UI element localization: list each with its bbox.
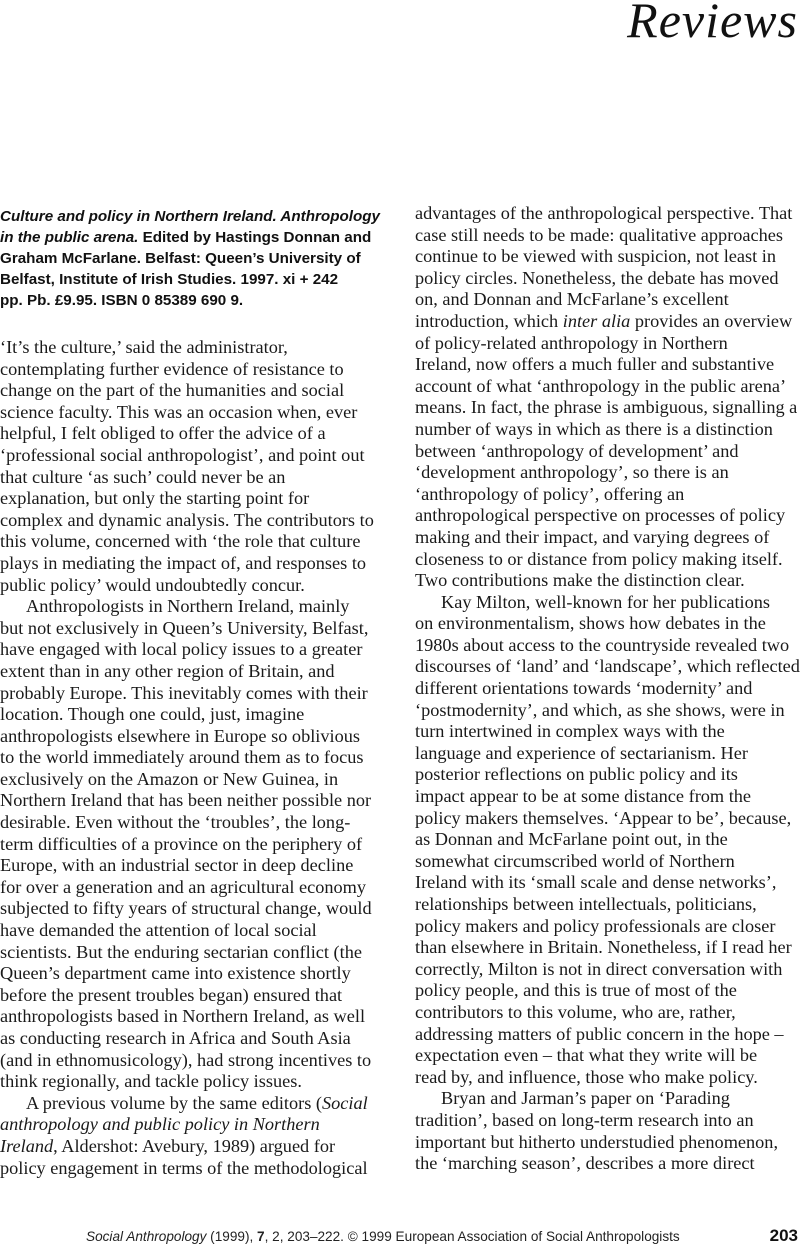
text-line: (and in ethnomusicology), had strong incentives to [0,1049,372,1070]
text-line: Kay Milton, well-known for her publications [441,591,770,612]
text-line [0,1136,400,1158]
text-line: number of ways in which as there is a distinction [415,418,773,439]
text-line: somewhat circumscribed world of Northern [415,850,735,871]
italic-span: inter alia [562,310,631,331]
text-line: policy circles. Nonetheless, the debate has moved [415,267,779,288]
footer-issue-pages: , 2, 203–222. [264,1229,348,1244]
text-line: Northern Ireland that has been neither possible nor [0,790,372,811]
text-line: on, and Donnan and McFarlane’s excellent [415,289,729,310]
paragraph-1 [0,337,400,596]
paragraph-4 [415,592,800,1089]
book-title-line-1: Culture and policy in Northern Ireland. Anthropology [0,208,380,225]
text-line [0,1093,400,1115]
text-line: language and experience of sectarianism. Her [415,742,748,763]
text-line: impact appear to be at some distance from the [415,786,752,807]
text-line: anthropologists based in Northern Ireland, as well [0,1006,366,1027]
text-line: subjected to fifty years of structural change, would [0,898,372,919]
book-title-line-2: in the public arena. [0,229,139,246]
text-line: have demanded the attention of local social [0,920,317,941]
text-line: important but hitherto understudied phenomenon, [415,1131,779,1152]
text-line: anthropological perspective on processes of policy [415,505,786,526]
book-details-line: Graham McFarlane. Belfast: Queen’s University of [0,250,361,267]
paragraph-3 [0,1093,400,1179]
text-line: as conducting research in Africa and South Asia [0,1028,351,1048]
text-line: Ireland, now offers a much fuller and substantive [415,354,775,375]
text-line: probably Europe. This inevitably comes with their [0,682,368,703]
footer-year: (1999), [206,1229,258,1244]
text-line: term difficulties of a province on the periphery of [0,833,363,854]
text-line: contemplating further evidence of resistance to [0,358,344,379]
text-line [415,311,800,333]
text-line: desirable. Even without the ‘troubles’, the long- [0,812,351,833]
text-line: Two contributions make the distinction clear. [415,570,745,591]
text-line: closeness to or distance from policy making itself. [415,548,783,569]
text-line: exclusively on the Amazon or New Guinea, in [0,768,339,789]
book-editors-lead: Edited by Hastings Donnan and [138,229,372,246]
text-span: , Aldershot: Avebury, 1989) argued for [53,1135,336,1156]
text-line: Anthropologists in Northern Ireland, mainly [26,596,350,617]
text-line: policy people, and this is true of most of the [415,980,737,1001]
text-span: provides an overview [630,310,793,331]
text-line: policy engagement in terms of the methodological [0,1157,368,1178]
text-line: on environmentalism, shows how debates in the [415,613,766,634]
text-line: means. In fact, the phrase is ambiguous, signalling a [415,397,798,418]
text-line: account of what ‘anthropology in the public arena’ [415,375,787,396]
journal-name: Social Anthropology [86,1229,207,1244]
right-column [415,203,800,1175]
text-line: of policy-related anthropology in Northern [415,332,728,353]
page-number: 203 [769,1226,798,1245]
text-span: A previous volume by the same editors ( [26,1092,322,1113]
text-line: Europe, with an industrial sector in deep decline [0,855,354,876]
text-line: as Donnan and McFarlane point out, in the [415,829,728,850]
text-line: to the world immediately around them as to focus [0,747,364,768]
text-line: different orientations towards ‘modernity’ and [415,678,753,699]
text-line: anthropologists elsewhere in Europe so oblivious [0,725,360,746]
text-line: ‘postmodernity’, and which, as she shows, were in [415,699,785,720]
text-line: plays in mediating the impact of, and responses to [0,552,367,573]
text-line: continue to be viewed with suspicion, not least in [415,246,776,267]
text-line: location. Though one could, just, imagine [0,704,305,725]
footer-volume: 7 [257,1229,265,1244]
text-line: advantages of the anthropological perspective. That [415,203,793,223]
text-line: ‘It’s the culture,’ said the administrator, [0,337,288,357]
text-line: tradition’, based on long-term research into an [415,1109,754,1130]
text-line: contributors to this volume, who are, rather, [415,1001,736,1022]
text-line: than elsewhere in Britain. Nonetheless, if I read her [415,937,792,958]
text-line: posterior reflections on public policy and its [415,764,738,785]
text-line: correctly, Milton is not in direct conversation with [415,958,783,979]
text-line: think regionally, and tackle policy issues. [0,1071,302,1092]
text-line: case still needs to be made: qualitative approaches [415,224,784,245]
text-line: helpful, I felt obliged to offer the advice of a [0,423,326,444]
text-line: science faculty. This was an occasion when, ever [0,401,358,422]
text-line [0,1114,400,1136]
footer-copyright: © 1999 European Association of Social Anthropologists [347,1229,680,1244]
paragraph-5 [415,1088,800,1174]
italic-title-span: Ireland [0,1135,54,1156]
text-line: Queen’s department came into existence shortly [0,963,351,984]
paragraph-3-continued [415,203,800,592]
text-line: scientists. But the enduring sectarian conflict (the [0,941,362,962]
text-line: extent than in any other region of Britain, and [0,660,335,681]
text-line: between ‘anthropology of development’ and [415,440,739,461]
text-line: relationships between intellectuals, politicians, [415,894,757,914]
text-span: introduction, which [415,310,563,331]
text-line: that culture ‘as such’ could never be an [0,466,286,487]
book-citation-header [0,206,400,311]
text-line: addressing matters of public concern in the hope – [415,1023,784,1044]
text-line: complex and dynamic analysis. The contributors to [0,509,374,530]
text-line: making and their impact, and varying degrees of [415,526,770,547]
text-line: policy makers themselves. ‘Appear to be’, because, [415,807,792,828]
running-head: Reviews [627,0,798,48]
text-line: public policy’ would undoubtedly concur. [0,574,305,595]
text-line: have engaged with local policy issues to a greater [0,639,363,660]
text-line: policy makers and policy professionals are closer [415,915,776,936]
text-line: Ireland with its ‘small scale and dense networks’, [415,872,777,893]
text-line: the ‘marching season’, describes a more direct [415,1153,755,1174]
text-line: ‘anthropology of policy’, offering an [415,483,685,504]
text-line: before the present troubles began) ensured that [0,984,343,1005]
italic-title-span: anthropology and public policy in Northern [0,1114,320,1135]
text-line: but not exclusively in Queen’s University, Belfast, [0,617,369,638]
text-line: change on the part of the humanities and social [0,380,345,401]
italic-title-span: Social [322,1092,368,1113]
text-line: for over a generation and an agricultural economy [0,876,366,897]
book-details-line: pp. Pb. £9.95. ISBN 0 85389 690 9. [0,292,244,309]
text-line: turn intertwined in complex ways with the [415,721,725,742]
paragraph-2 [0,596,400,1093]
text-line: ‘development anthropology’, so there is an [415,462,729,483]
text-line: Bryan and Jarman’s paper on ‘Parading [441,1088,730,1109]
text-line: ‘professional social anthropologist’, and point out [0,444,365,465]
text-line: explanation, but only the starting point for [0,488,310,509]
book-details-line: Belfast, Institute of Irish Studies. 1997. xi + 242 [0,271,339,288]
text-line: 1980s about access to the countryside revealed two [415,634,790,655]
text-line: this volume, concerned with ‘the role that culture [0,531,361,552]
page-footer [86,1229,800,1244]
text-line: discourses of ‘land’ and ‘landscape’, which reflected [415,656,800,677]
text-line: read by, and influence, those who make policy. [415,1066,758,1087]
left-column [0,337,400,1179]
text-line: expectation even – that what they write will be [415,1045,758,1066]
